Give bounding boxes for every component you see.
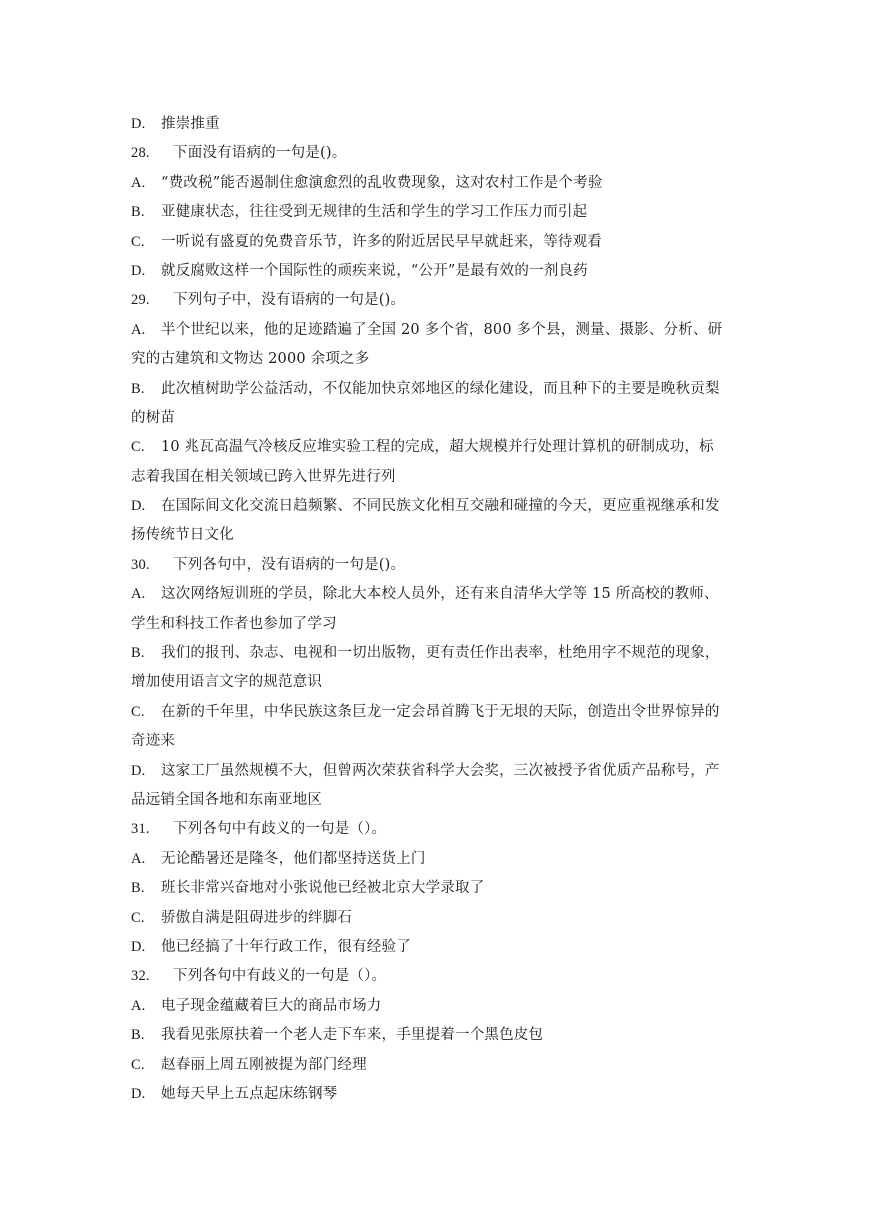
option-line (131, 1080, 743, 1109)
option-text: 我们的报刊、杂志、电视和一切出版物，更有责任作出表率，杜绝用字不规范的现象， (161, 645, 720, 662)
question-line (131, 962, 743, 991)
question-line (131, 815, 743, 844)
option-line (131, 110, 743, 139)
option-label: B. (131, 880, 145, 897)
question-number: 29. (131, 292, 150, 309)
question-list (131, 110, 743, 1109)
question-stem (131, 551, 743, 580)
option-label: D. (131, 1085, 146, 1102)
option-text: 亚健康状态，往往受到无规律的生活和学生的学习工作压力而引起 (161, 204, 588, 221)
answer-option (131, 228, 743, 257)
option-line (131, 375, 743, 404)
answer-option (131, 433, 743, 492)
option-line (131, 198, 743, 227)
option-text: 他已经搞了十年行政工作，很有经验了 (161, 938, 411, 955)
answer-option (131, 933, 743, 962)
option-line (131, 1051, 743, 1080)
answer-option (131, 757, 743, 816)
option-line (131, 257, 743, 286)
question-number: 31. (131, 821, 150, 838)
option-text: 此次植树助学公益活动，不仅能加快京郊地区的绿化建设，而且种下的主要是晚秋贡梨 (161, 380, 720, 397)
answer-option (131, 992, 743, 1021)
option-text-continuation: 志着我国在相关领域已跨入世界先进行列 (131, 468, 396, 485)
option-text: 推崇推重 (161, 116, 220, 132)
answer-option (131, 904, 743, 933)
option-label: B. (131, 380, 145, 397)
answer-option (131, 845, 743, 874)
option-label: C. (131, 1056, 145, 1073)
option-line (131, 992, 743, 1021)
option-label: A. (131, 321, 146, 338)
option-text-continuation: 的树苗 (131, 409, 176, 426)
option-label: B. (131, 1027, 145, 1044)
question-text: 下列各句中，没有语病的一句是()。 (173, 556, 406, 573)
option-line (131, 639, 743, 668)
option-line (131, 933, 743, 962)
answer-option (131, 1021, 743, 1050)
option-label: C. (131, 439, 145, 456)
option-text-continuation: 学生和科技工作者也参加了学习 (131, 615, 337, 632)
option-text: 电子现金蕴藏着巨大的商品市场力 (161, 997, 382, 1014)
option-text-continuation: 扬传统节日文化 (131, 527, 234, 544)
option-label: C. (131, 909, 145, 926)
option-line (131, 316, 743, 345)
answer-option (131, 198, 743, 227)
option-label: A. (131, 997, 146, 1014)
option-line (131, 169, 743, 198)
answer-option (131, 639, 743, 698)
option-label: A. (131, 850, 146, 867)
answer-option (131, 316, 743, 375)
option-line (131, 1021, 743, 1050)
option-label: D. (131, 116, 146, 132)
option-text-continuation: 奇迹来 (131, 733, 176, 750)
option-text: 她每天早上五点起床练钢琴 (161, 1085, 338, 1102)
option-text: “费改税”能否遏制住愈演愈烈的乱收费现象，这对农村工作是个考验 (161, 174, 603, 191)
question-line (131, 139, 743, 168)
question-text: 下列各句中有歧义的一句是（）。 (173, 968, 387, 985)
option-text: 10 兆瓦高温气冷核反应堆实验工程的完成，超大规模并行处理计算机的研制成功，标 (161, 439, 714, 456)
question-number: 32. (131, 968, 150, 985)
option-text: 我看见张原扶着一个老人走下车来，手里提着一个黑色皮包 (161, 1027, 544, 1044)
option-text: 赵春丽上周五刚被提为部门经理 (161, 1056, 367, 1073)
option-line (131, 492, 743, 521)
option-label: D. (131, 262, 146, 279)
question-line (131, 286, 743, 315)
option-line (131, 433, 743, 462)
answer-option (131, 492, 743, 551)
answer-option (131, 257, 743, 286)
answer-option (131, 375, 743, 434)
option-label: D. (131, 498, 146, 515)
answer-option (131, 698, 743, 757)
option-text: 班长非常兴奋地对小张说他已经被北京大学录取了 (161, 880, 485, 897)
option-text: 在国际间文化交流日趋频繁、不同民族文化相互交融和碰撞的今天，更应重视继承和发 (161, 498, 720, 515)
option-text: 这家工厂虽然规模不大，但曾两次荣获省科学大会奖，三次被授予省优质产品称号，产 (161, 762, 720, 779)
option-line (131, 904, 743, 933)
answer-option (131, 580, 743, 639)
option-text: 骄傲自满是阻碍进步的绊脚石 (161, 909, 353, 926)
option-text: 半个世纪以来，他的足迹踏遍了全国 20 多个省，800 多个县，测量、摄影、分析、研 (161, 321, 723, 338)
option-text: 无论酷暑还是隆冬，他们都坚持送货上门 (161, 850, 426, 867)
question-number: 30. (131, 556, 150, 573)
option-text-continuation: 品远销全国各地和东南亚地区 (131, 791, 323, 808)
option-line (131, 698, 743, 727)
answer-option (131, 1051, 743, 1080)
option-label: B. (131, 204, 145, 221)
option-label: C. (131, 233, 145, 250)
option-line (131, 228, 743, 257)
option-text: 就反腐败这样一个国际性的顽疾来说，“公开”是最有效的一剂良药 (161, 262, 588, 279)
answer-option (131, 169, 743, 198)
option-text: 在新的千年里，中华民族这条巨龙一定会昂首腾飞于无垠的天际，创造出令世界惊异的 (161, 703, 720, 720)
option-label: A. (131, 586, 146, 603)
option-line (131, 874, 743, 903)
option-text: 这次网络短训班的学员，除北大本校人员外，还有来自清华大学等 15 所高校的教师、 (161, 586, 719, 603)
option-label: B. (131, 645, 145, 662)
question-text: 下面没有语病的一句是()。 (173, 145, 347, 162)
question-number: 28. (131, 145, 150, 162)
option-text-continuation: 究的古建筑和文物达 2000 余项之多 (131, 351, 370, 368)
answer-option (131, 874, 743, 903)
option-label: D. (131, 938, 146, 955)
question-stem (131, 815, 743, 844)
question-stem (131, 962, 743, 991)
question-text: 下列句子中，没有语病的一句是()。 (173, 292, 406, 309)
option-label: C. (131, 703, 145, 720)
question-line (131, 551, 743, 580)
answer-option (131, 1080, 743, 1109)
question-stem (131, 286, 743, 315)
option-label: D. (131, 762, 146, 779)
option-line (131, 845, 743, 874)
option-line (131, 580, 743, 609)
option-text-continuation: 增加使用语言文字的规范意识 (131, 674, 323, 691)
option-line (131, 757, 743, 786)
question-text: 下列各句中有歧义的一句是（）。 (173, 821, 387, 838)
option-label: A. (131, 174, 146, 191)
answer-option (131, 110, 743, 139)
question-stem (131, 139, 743, 168)
option-text: 一听说有盛夏的免费音乐节，许多的附近居民早早就赶来，等待观看 (161, 233, 602, 250)
